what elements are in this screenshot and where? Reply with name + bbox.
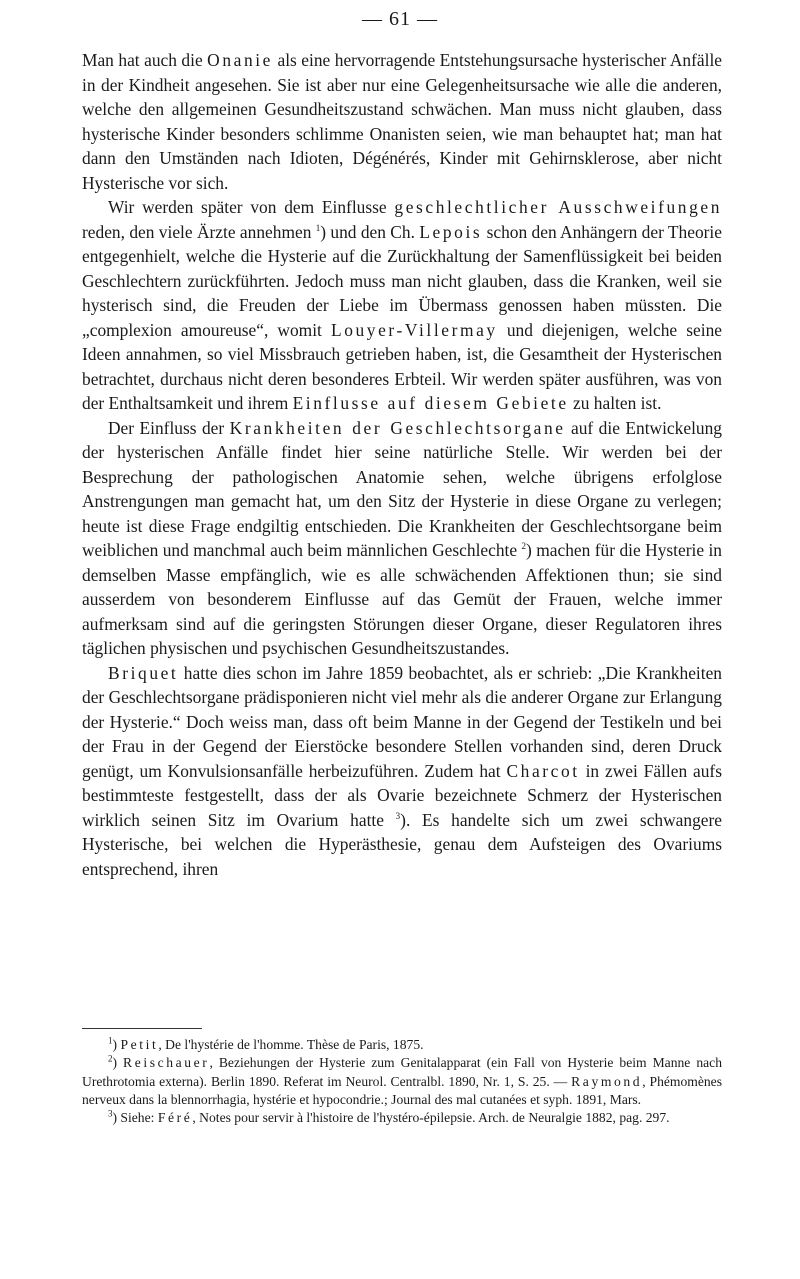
footnotes <box>82 1036 722 1127</box>
footnote-2 <box>82 1054 722 1109</box>
text-run: ) <box>112 1055 124 1071</box>
spaced-emphasis: Krankheiten der Geschlechtsorgane <box>229 417 566 438</box>
footnote-marker: 1 <box>108 1035 113 1046</box>
spaced-emphasis: Louyer-Villermay <box>330 319 498 340</box>
text-run: Man hat auch die <box>82 50 208 70</box>
spaced-emphasis: Lepois <box>419 221 483 242</box>
footnote-3 <box>82 1109 722 1127</box>
text-run: auf die Entwickelung der hysterischen Anfälle findet hier seine natürliche Stelle. Wir werden bei der Besprechung der pathologischen Anatomie sehen, welche übrigens erfolglose Anstrengungen man gemacht hat, um den Sitz der Hysterie in diese Organe zu verlegen; heute ist diese Frage endgiltig entschieden. Die Krankheiten der Geschlechtsorgane beim weiblichen und manchmal auch beim männlichen Geschlechte <box>82 417 722 560</box>
text-run: in zwei Fällen aufs bestimmteste festgestellt, dass der als Ovarie bezeichnete Schmerz der Hysterischen wirklich seinen Sitz im Ovarium hatte <box>82 760 722 830</box>
text-run: ). Es handelte sich um zwei schwangere Hysterische, bei welchen die Hyperästhesie, genau dem Aufsteigen des Ovariums entsprechend, ihren <box>82 809 723 879</box>
text-run: ) <box>112 1037 121 1052</box>
footnote-divider <box>82 1028 202 1029</box>
text-run: ) Siehe: <box>112 1110 158 1126</box>
page-number: — 61 — <box>362 8 438 30</box>
paragraph-geschlechtsorgane <box>82 416 722 661</box>
text-run: ) machen für die Hysterie in demselben Masse empfänglich, wie es alle schwächenden Affektionen thun; sie sind ausserdem von besonderem Einflusse auf das Gemüt der Frauen, welche immer aufmerksam sind auf die geringsten Störungen dieser Organe, dieser Regulatoren ihres täglichen physischen und psychischen Gesundheitszustandes. <box>82 540 723 658</box>
spaced-emphasis: Briquet <box>108 662 179 683</box>
spaced-emphasis: Féré <box>157 1110 193 1126</box>
text-run: als eine hervorragende Entstehungsursache hysterischer Anfälle in der Kindheit angesehen. Sie ist aber nur eine Gelegenheitsursache wie alle die anderen, welche den allgemeinen Gesundheitszustand schwächen. Man muss nicht glauben, dass hysterische Kinder besonders schlimme Onanisten seien, wie man behauptet hat; man hat dann den Umständen nach Idioten, Dégénérés, Kinder mit Gehirnsklerose, aber nicht Hysterische vor sich. <box>82 50 722 193</box>
text-run: zu halten ist. <box>568 393 662 413</box>
footnote-marker: 1 <box>315 222 321 233</box>
spaced-emphasis: Onanie <box>207 50 273 70</box>
spaced-emphasis: Petit <box>120 1037 159 1052</box>
footnote-marker: 3 <box>395 810 401 821</box>
footnote-1 <box>82 1036 722 1054</box>
text-run: und diejenigen, welche seine Ideen annahmen, so viel Missbrauch getrieben haben, ist, die Gesamtheit der Hysterischen betrachtet, durchaus nicht deren besonderes Erbteil. Wir werden später ausführen, was von der Enthaltsamkeit und ihrem <box>82 319 722 413</box>
footnote-marker: 3 <box>108 1108 113 1119</box>
main-text <box>82 48 722 881</box>
text-run: , Beziehungen der Hysterie zum Genitalapparat (ein Fall von Hysterie beim Manne nach Urethrotomia externa). Berlin 1890. Referat im Neurol. Centralbl. 1890, Nr. 1, S. 25. — <box>82 1055 722 1089</box>
text-run: Der Einfluss der <box>108 417 230 438</box>
text-run: reden, den viele Ärzte annehmen <box>82 221 316 242</box>
spaced-emphasis: Reischauer <box>123 1055 210 1071</box>
text-run: schon den Anhängern der Theorie entgegenhielt, welche die Hysterie auf die Zurückhaltung der Samenflüssigkeit bei beiden Geschlechtern zurückführten. Jedoch muss man nicht glauben, dass die Kranken, weil sie hysterisch sind, die Freuden der Liebe im Übermass genossen haben müssten. Die „complexion amoureuse“, womit <box>82 221 722 340</box>
spaced-emphasis: geschlechtlicher Ausschweifungen <box>394 197 722 217</box>
spaced-emphasis: Einflusse auf diesem Gebiete <box>292 393 569 413</box>
text-run: Wir werden später von dem Einflusse <box>108 197 395 217</box>
text-run: hatte dies schon im Jahre 1859 beobachtet, als er schrieb: „Die Krankheiten der Geschlechtsorgane prädisponieren nicht viel mehr als die anderer Organe zur Erlangung der Hysterie.“ Doch weiss man, dass oft beim Manne in der Gegend der Testikeln und bei der Frau in der Gegend der Eierstöcke besondere Stellen vorhanden sind, deren Druck genügt, um Konvulsionsanfälle herbeizuführen. Zudem hat <box>82 662 722 781</box>
paragraph-onanie <box>82 48 722 195</box>
footnote-marker: 2 <box>108 1053 113 1064</box>
text-run: , De l'hystérie de l'homme. Thèse de Paris, 1875. <box>158 1037 424 1052</box>
text-run: ) und den Ch. <box>320 221 420 242</box>
paragraph-ausschweifungen <box>82 195 722 416</box>
spaced-emphasis: Raymond <box>571 1073 643 1089</box>
paragraph-briquet <box>82 661 722 882</box>
text-run: , Notes pour servir à l'histoire de l'hystéro-épilepsie. Arch. de Neuralgie 1882, pag. 297. <box>192 1110 670 1126</box>
text-run: , Phémomènes nerveux dans la blennorrhagia, hystérie et hypocondrie.; Journal des mal cutanées et syph. 1891, Mars. <box>82 1073 722 1107</box>
footnote-marker: 2 <box>521 541 527 552</box>
spaced-emphasis: Charcot <box>506 760 580 781</box>
